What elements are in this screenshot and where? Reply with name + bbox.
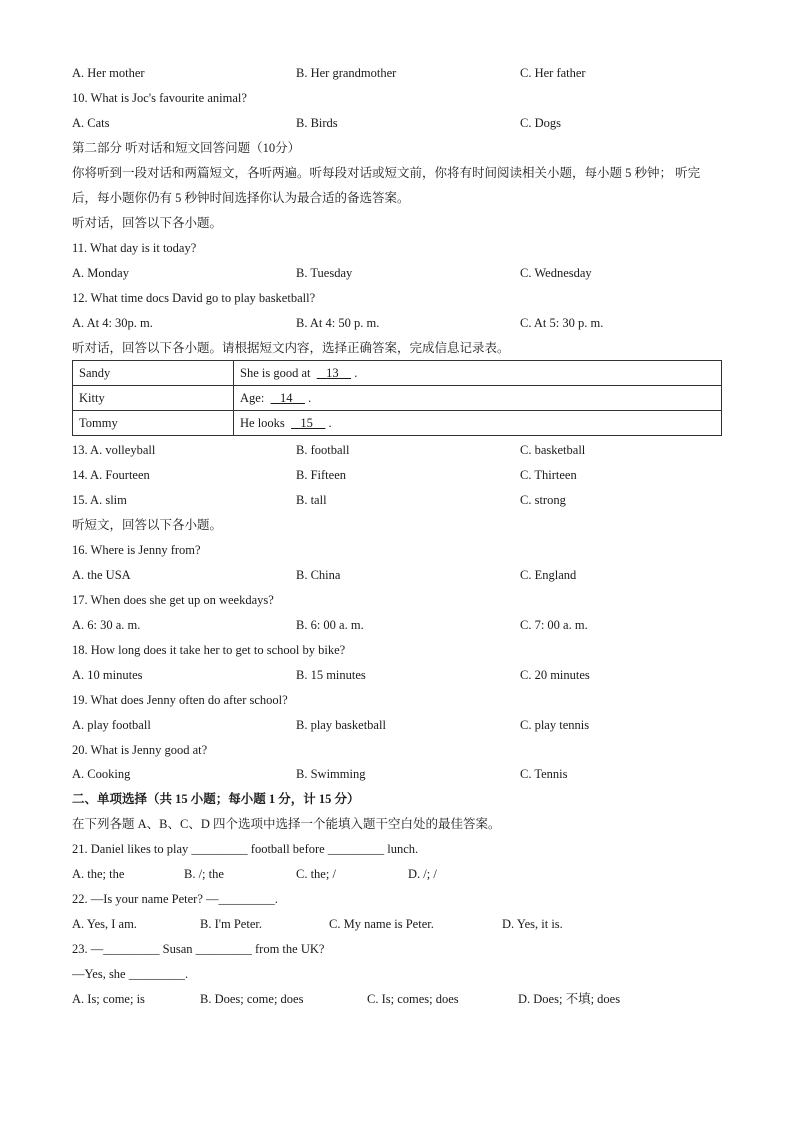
table-info-cell [234,386,722,411]
q13-option-a: 13. A. volleyball [72,443,156,457]
q19-option-c: C. play tennis [520,718,590,732]
q16-question: 16. Where is Jenny from? [72,543,201,557]
q10-option-a: A. Cats [72,116,110,130]
q17-question: 17. When does she get up on weekdays? [72,593,274,607]
q14-option-a: 14. A. Fourteen [72,468,150,482]
q9-option-b: B. Her grandmother [296,66,397,80]
info-prefix: Age: [240,390,268,405]
q22-option-a: A. Yes, I am. [72,917,137,931]
q15-option-b: B. tall [296,493,327,507]
q14-option-b: B. Fifteen [296,468,346,482]
q23-reply-suffix: . [184,967,189,981]
q23-reply-text: —Yes, she [72,967,129,981]
section2-instructions: 在下列各题 A、B、C、D 四个选项中选择一个能填入题干空白处的最佳答案。 [72,817,501,831]
blank-number: 13 [326,365,339,380]
dialog1-intro: 听对话，回答以下各小题。 [72,216,223,230]
q18-option-b: B. 15 minutes [296,668,366,682]
blank-number: 14 [279,390,293,405]
table-name-cell: Tommy [73,411,234,436]
q23-text-3: from the UK? [251,942,325,956]
q18-option-a: A. 10 minutes [72,668,143,682]
q13-option-b: B. football [296,443,350,457]
q23-text-1: 23. — [72,942,104,956]
q23-option-b: B. Does; come; does [200,992,304,1006]
q22-option-c: C. My name is Peter. [329,917,434,931]
q21-option-a: A. the; the [72,867,125,881]
q22-question [72,891,278,907]
q20-question: 20. What is Jenny good at? [72,743,208,757]
q9-option-a: A. Her mother [72,66,145,80]
q16-option-a: A. the USA [72,568,131,582]
q23-blank-3[interactable]: _________ [128,967,185,981]
q20-option-a: A. Cooking [72,767,131,781]
q18-question: 18. How long does it take her to get to school by bike? [72,643,346,657]
part2-title: 第二部分 听对话和短文回答问题（10分） [72,141,301,155]
q21-question [72,841,418,857]
q23-option-d: D. Does; 不填; does [518,992,621,1006]
q12-option-c: C. At 5: 30 p. m. [520,316,604,330]
q10-option-c: C. Dogs [520,116,561,130]
q11-question: 11. What day is it today? [72,241,197,255]
q21-text-3: lunch. [384,842,419,856]
q15-option-a: 15. A. slim [72,493,127,507]
table-name-cell: Kitty [73,386,234,411]
q9-option-c: C. Her father [520,66,586,80]
q21-option-d: D. /; / [408,867,437,881]
q17-option-a: A. 6: 30 a. m. [72,618,141,632]
q17-option-c: C. 7: 00 a. m. [520,618,588,632]
table-info-cell [234,411,722,436]
q14-option-c: C. Thirteen [520,468,577,482]
blank-15[interactable] [291,416,325,430]
table-row [73,361,722,386]
q22-suffix: . [274,892,278,906]
info-suffix: . [304,390,312,405]
q18-option-c: C. 20 minutes [520,668,590,682]
q21-option-c: C. the; / [296,867,336,881]
q21-option-b: B. /; the [184,867,224,881]
blank-14[interactable] [271,391,305,405]
section2-title: 二、单项选择（共 15 小题；每小题 1 分，计 15 分） [72,792,360,806]
q10-question: 10. What is Joc's favourite animal? [72,91,247,105]
q15-option-c: C. strong [520,493,566,507]
part2-instructions: 你将听到一段对话和两篇短文，各听两遍。听每段对话或短文前，你将有时间阅读相关小题，每小题 5 秒钟； 听完后，每小题你仍有 5 秒钟时间选择你认为最合适的备选答案。 [72,166,701,205]
q16-option-b: B. China [296,568,341,582]
q12-option-b: B. At 4: 50 p. m. [296,316,380,330]
q23-option-c: C. Is; comes; does [367,992,459,1006]
q22-option-d: D. Yes, it is. [502,917,563,931]
q11-option-c: C. Wednesday [520,266,592,280]
q21-text-2: football before [247,842,328,856]
table-info-cell [234,361,722,386]
q21-blank-1[interactable]: _________ [191,842,248,856]
blank-13[interactable] [317,366,351,380]
q10-option-b: B. Birds [296,116,338,130]
q23-blank-2[interactable]: _________ [195,942,252,956]
table-name-cell: Sandy [73,361,234,386]
q16-option-c: C. England [520,568,577,582]
passage-intro: 听短文，回答以下各小题。 [72,518,223,532]
info-suffix: . [325,415,332,430]
q23-blank-1[interactable]: _________ [103,942,160,956]
q11-option-b: B. Tuesday [296,266,353,280]
q19-question: 19. What does Jenny often do after school? [72,693,288,707]
q21-text-1: 21. Daniel likes to play [72,842,192,856]
table-row [73,386,722,411]
info-record-table [72,360,722,436]
blank-number: 15 [300,415,313,430]
dialog2-intro: 听对话，回答以下各小题。请根据短文内容，选择正确答案，完成信息记录表。 [72,341,510,355]
q22-blank[interactable]: _________ [218,892,275,906]
q12-question: 12. What time docs David go to play basketball? [72,291,316,305]
q19-option-a: A. play football [72,718,151,732]
q20-option-b: B. Swimming [296,767,366,781]
info-prefix: He looks [240,415,288,430]
q13-option-c: C. basketball [520,443,586,457]
q23-option-a: A. Is; come; is [72,992,145,1006]
q11-option-a: A. Monday [72,266,129,280]
q22-text: 22. —Is your name Peter? — [72,892,219,906]
q22-option-b: B. I'm Peter. [200,917,262,931]
q19-option-b: B. play basketball [296,718,386,732]
q12-option-a: A. At 4: 30p. m. [72,316,153,330]
q23-text-2: Susan [159,942,196,956]
info-prefix: She is good at [240,365,314,380]
q17-option-b: B. 6: 00 a. m. [296,618,364,632]
q21-blank-2[interactable]: _________ [327,842,385,856]
q23-reply [72,966,188,982]
q20-option-c: C. Tennis [520,767,568,781]
table-row [73,411,722,436]
q23-question [72,941,324,957]
info-suffix: . [351,365,358,380]
